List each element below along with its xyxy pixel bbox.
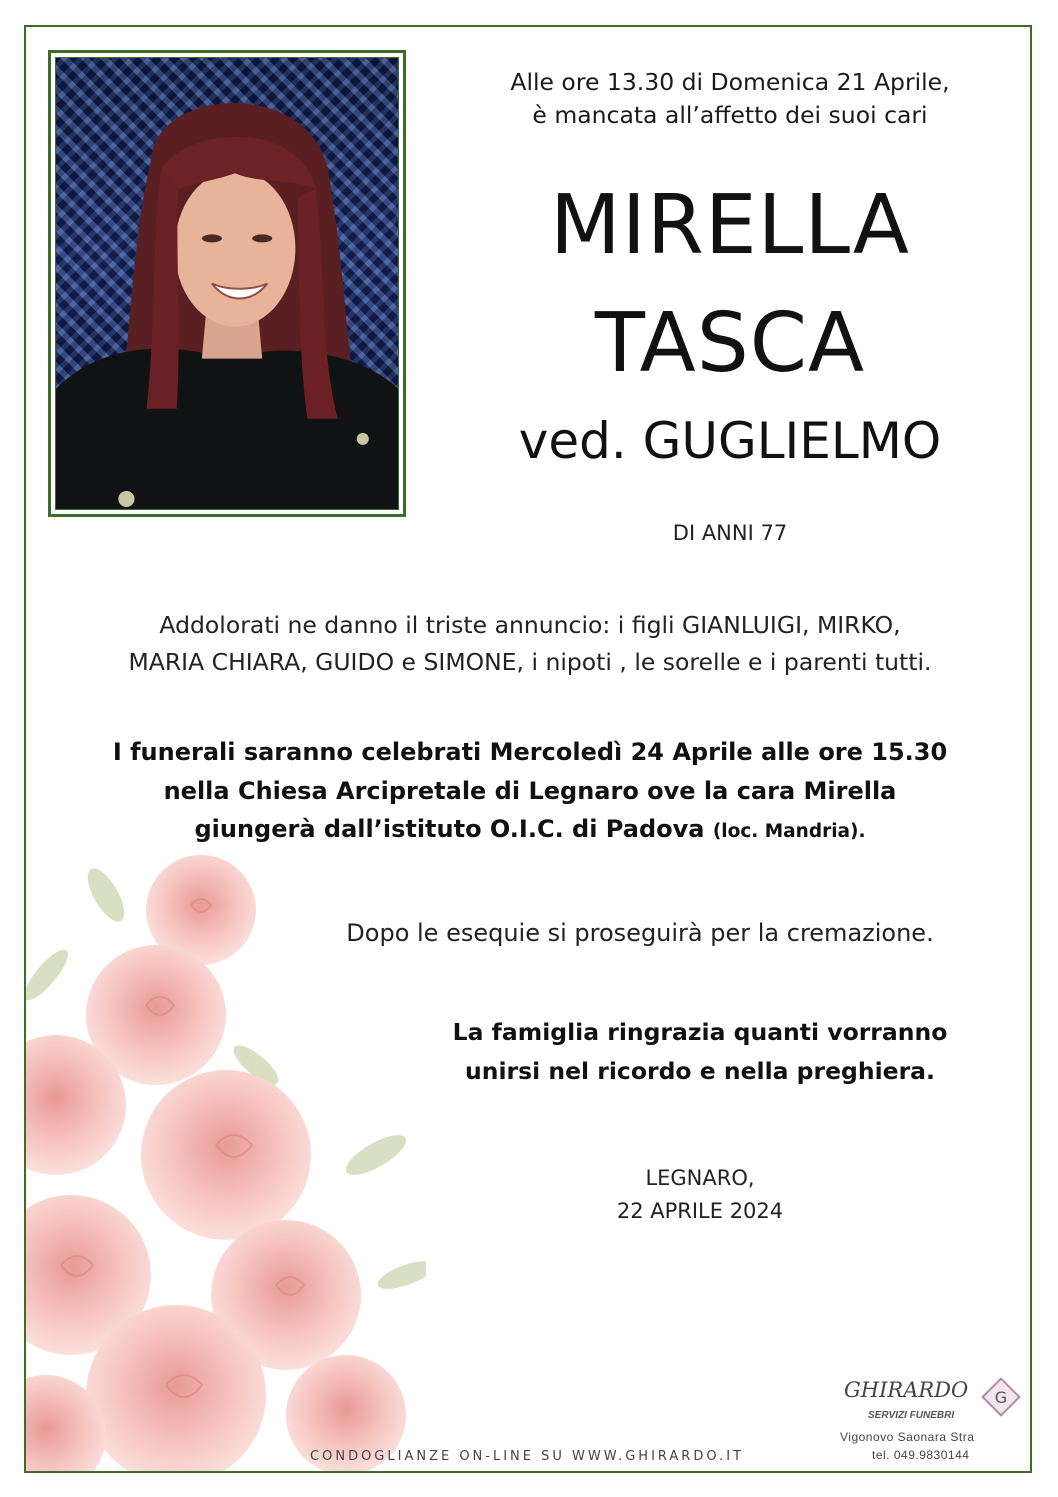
condolences-link: CONDOGLIANZE ON-LINE SU WWW.GHIRARDO.IT (310, 1449, 744, 1464)
funeral-home-address: Vigonovo Saonara Stra (840, 1430, 975, 1444)
intro-line-2: è mancata all’affetto dei suoi cari (532, 101, 928, 129)
last-name: TASCA (594, 296, 866, 391)
widow-of: ved. GUGLIELMO (518, 412, 942, 470)
funeral-home-phone: tel. 049.9830144 (872, 1448, 970, 1462)
funeral-home-name: GHIRARDO (844, 1378, 969, 1402)
thanks-line-2: unirsi nel ricordo e nella preghiera. (465, 1057, 935, 1085)
thanks-line-1: La famiglia ringrazia quanti vorranno (452, 1018, 948, 1046)
portrait-frame (48, 50, 406, 517)
diamond-logo-icon (980, 1376, 1022, 1418)
roses-decoration (26, 855, 426, 1471)
first-name: MIRELLA (549, 178, 911, 273)
announcement-line-2: MARIA CHIARA, GUIDO e SIMONE, i nipoti , le sorelle e i parenti tutti. (128, 648, 932, 676)
funeral-home-logo (830, 1376, 1030, 1471)
funeral-location-note: (loc. Mandria). (712, 821, 866, 842)
portrait-image (56, 58, 398, 509)
funeral-home-subtitle: SERVIZI FUNEBRI (868, 1410, 955, 1421)
portrait-photo (55, 57, 399, 510)
funeral-line-2: nella Chiesa Arcipretale di Legnaro ove la cara Mirella (163, 776, 897, 805)
thanks (380, 1013, 1020, 1091)
date: 22 APRILE 2024 (616, 1199, 784, 1223)
age: DI ANNI 77 (672, 521, 788, 545)
logo-mark-letter: G (994, 1388, 1008, 1407)
place-date (480, 1162, 920, 1228)
announcement (40, 607, 1020, 681)
announcement-line-1: Addolorati ne danno il triste annuncio: i figli GIANLUIGI, MIRKO, (159, 611, 901, 639)
intro-text (440, 66, 1020, 132)
place: LEGNARO, (645, 1166, 755, 1190)
funeral-details (40, 733, 1020, 852)
funeral-line-3 (40, 810, 1020, 852)
intro-line-1: Alle ore 13.30 di Domenica 21 Aprile, (510, 68, 950, 96)
cremation-note: Dopo le esequie si proseguirà per la cremazione. (346, 919, 934, 947)
funeral-line-1: I funerali saranno celebrati Mercoledì 24 Aprile alle ore 15.30 (112, 738, 948, 766)
funeral-line-3-text: giungerà dall’istituto O.I.C. di Padova (194, 815, 705, 843)
